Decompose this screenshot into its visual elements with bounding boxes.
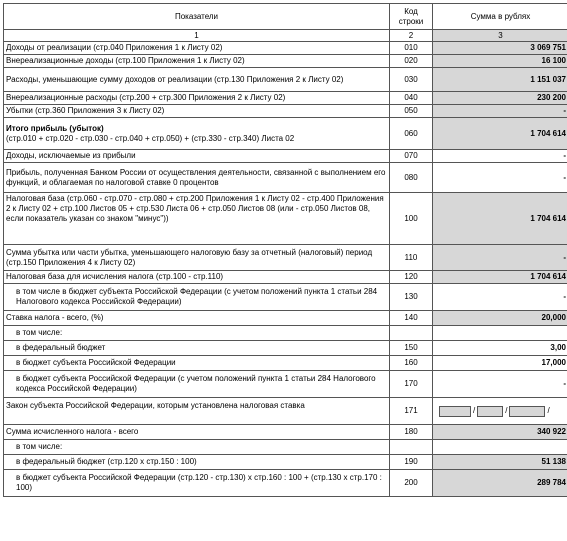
- law-date-field[interactable]: [433, 398, 567, 425]
- table-row: [4, 425, 567, 440]
- row-label: в том числе:: [4, 326, 390, 341]
- row-code: 140: [390, 311, 433, 326]
- table-row: [4, 470, 567, 497]
- table-row: [4, 193, 567, 245]
- table-row: [4, 150, 567, 163]
- table-row: [4, 284, 567, 311]
- row-label: Внереализационные доходы (стр.100 Приложения 1 к Листу 02): [4, 55, 390, 68]
- row-code: 200: [390, 470, 433, 497]
- row-code: 120: [390, 271, 433, 284]
- row-code: 010: [390, 42, 433, 55]
- row-code: 180: [390, 425, 433, 440]
- row-code: 130: [390, 284, 433, 311]
- row-code: 060: [390, 118, 433, 150]
- row-value[interactable]: 3 069 751: [433, 42, 567, 55]
- row-code: 050: [390, 105, 433, 118]
- row-value[interactable]: 16 100: [433, 55, 567, 68]
- row-label: Убытки (стр.360 Приложения 3 к Листу 02): [4, 105, 390, 118]
- col-number-3: 3: [433, 30, 567, 42]
- row-code: 110: [390, 245, 433, 271]
- row-value[interactable]: 230 200: [433, 92, 567, 105]
- row-code: 030: [390, 68, 433, 92]
- row-label: в бюджет субъекта Российской Федерации: [4, 356, 390, 371]
- row-label: Налоговая база для исчисления налога (стр.100 - стр.110): [4, 271, 390, 284]
- date-separator: /: [505, 406, 508, 415]
- table-row: [4, 68, 567, 92]
- row-label-text: в том числе в бюджет субъекта Российской Федерации (с учетом положений пункта 1 статьи 284 Налогового кодекса Российской Федерации): [16, 287, 378, 306]
- row-label: [4, 470, 390, 497]
- row-value[interactable]: 1 151 037: [433, 68, 567, 92]
- row-value[interactable]: 1 704 614: [433, 193, 567, 245]
- header-amount: Сумма в рублях: [433, 4, 567, 30]
- table-row: [4, 245, 567, 271]
- col-number-1: 1: [4, 30, 390, 42]
- row-label: в федеральный бюджет: [4, 341, 390, 356]
- row-label: [4, 284, 390, 311]
- date-separator: /: [473, 406, 476, 415]
- row-label-text: Налоговая база (стр.060 - стр.070 - стр.080 + стр.200 Приложения 1 к Листу 02 - стр.400 Приложения 2 к Листу 02 + стр.100 Листов 05 + стр.530 Листа 06 + стр.050 Листов 08 (или - стр.050 Листов 08, если показатель указан со знаком "минус")): [6, 193, 384, 223]
- row-label-text: Закон субъекта Российской Федерации, которым установлена налоговая ставка: [6, 401, 305, 410]
- row-value[interactable]: 20,000: [433, 311, 567, 326]
- table-row: [4, 356, 567, 371]
- row-code: [390, 440, 433, 455]
- total-profit-heading: Итого прибыль (убыток): [6, 123, 104, 133]
- row-label: [4, 398, 390, 425]
- row-label: Расходы, уменьшающие сумму доходов от реализации (стр.130 Приложения 2 к Листу 02): [4, 68, 390, 92]
- row-value[interactable]: -: [433, 371, 567, 398]
- table-row: [4, 326, 567, 341]
- row-code: 070: [390, 150, 433, 163]
- header-indicators: Показатели: [4, 4, 390, 30]
- table-row: [4, 92, 567, 105]
- row-code: 040: [390, 92, 433, 105]
- table-row: [4, 118, 567, 150]
- row-code: 190: [390, 455, 433, 470]
- row-value[interactable]: -: [433, 245, 567, 271]
- row-value[interactable]: -: [433, 163, 567, 193]
- row-value: [433, 440, 567, 455]
- col-number-2: 2: [390, 30, 433, 42]
- row-label: Доходы, исключаемые из прибыли: [4, 150, 390, 163]
- row-value[interactable]: 51 138: [433, 455, 567, 470]
- header-line-code: Код строки: [390, 4, 433, 30]
- law-date-year[interactable]: [509, 406, 545, 417]
- row-label-text: Прибыль, полученная Банком России от осуществления деятельности, связанной с выполнением его функций, и облагаемая по налоговой ставке 0 процентов: [6, 167, 386, 187]
- row-label: [4, 245, 390, 271]
- row-label-text: в бюджет субъекта Российской Федерации (с учетом положений пункта 1 статьи 284 Налогового кодекса Российской Федерации): [16, 374, 376, 393]
- law-date-month[interactable]: [477, 406, 503, 417]
- table-row: [4, 398, 567, 425]
- table-row: [4, 163, 567, 193]
- row-value[interactable]: 3,00: [433, 341, 567, 356]
- tax-declaration-table: [3, 3, 567, 497]
- date-separator: /: [547, 406, 550, 415]
- row-code: 100: [390, 193, 433, 245]
- table-row: [4, 455, 567, 470]
- row-value[interactable]: -: [433, 150, 567, 163]
- row-value[interactable]: 17,000: [433, 356, 567, 371]
- row-code: [390, 326, 433, 341]
- row-label: Сумма исчисленного налога - всего: [4, 425, 390, 440]
- table-row: [4, 42, 567, 55]
- row-value[interactable]: 289 784: [433, 470, 567, 497]
- row-label: в федеральный бюджет (стр.120 х стр.150 : 100): [4, 455, 390, 470]
- row-label-text: Сумма убытка или части убытка, уменьшающего налоговую базу за отчетный (налоговый) период (стр.150 Приложения 4 к Листу 02): [6, 247, 373, 267]
- row-value: [433, 326, 567, 341]
- table-row: [4, 371, 567, 398]
- law-date-day[interactable]: [439, 406, 471, 417]
- total-profit-formula: (стр.010 + стр.020 - стр.030 - стр.040 + стр.050) + (стр.330 - стр.340) Листа 02: [6, 133, 295, 143]
- row-value[interactable]: -: [433, 284, 567, 311]
- table-row: [4, 440, 567, 455]
- row-code: 150: [390, 341, 433, 356]
- row-label: Ставка налога - всего, (%): [4, 311, 390, 326]
- row-label-text: в бюджет субъекта Российской Федерации (стр.120 - стр.130) х стр.160 : 100 + (стр.130 х стр.170 : 100): [16, 473, 382, 492]
- row-code: 170: [390, 371, 433, 398]
- table-row: [4, 55, 567, 68]
- row-label: в том числе:: [4, 440, 390, 455]
- row-value[interactable]: 1 704 614: [433, 118, 567, 150]
- row-label: [4, 193, 390, 245]
- row-label: [4, 118, 390, 150]
- row-code: 160: [390, 356, 433, 371]
- table-row: [4, 311, 567, 326]
- row-label: Внереализационные расходы (стр.200 + стр.300 Приложения 2 к Листу 02): [4, 92, 390, 105]
- table-row: [4, 271, 567, 284]
- row-code: 171: [390, 398, 433, 425]
- row-label: [4, 371, 390, 398]
- row-value[interactable]: 1 704 614: [433, 271, 567, 284]
- row-value[interactable]: -: [433, 105, 567, 118]
- row-label: Доходы от реализации (стр.040 Приложения 1 к Листу 02): [4, 42, 390, 55]
- row-value[interactable]: 340 922: [433, 425, 567, 440]
- table-row: [4, 341, 567, 356]
- row-label: [4, 163, 390, 193]
- row-code: 080: [390, 163, 433, 193]
- table-row: [4, 105, 567, 118]
- row-code: 020: [390, 55, 433, 68]
